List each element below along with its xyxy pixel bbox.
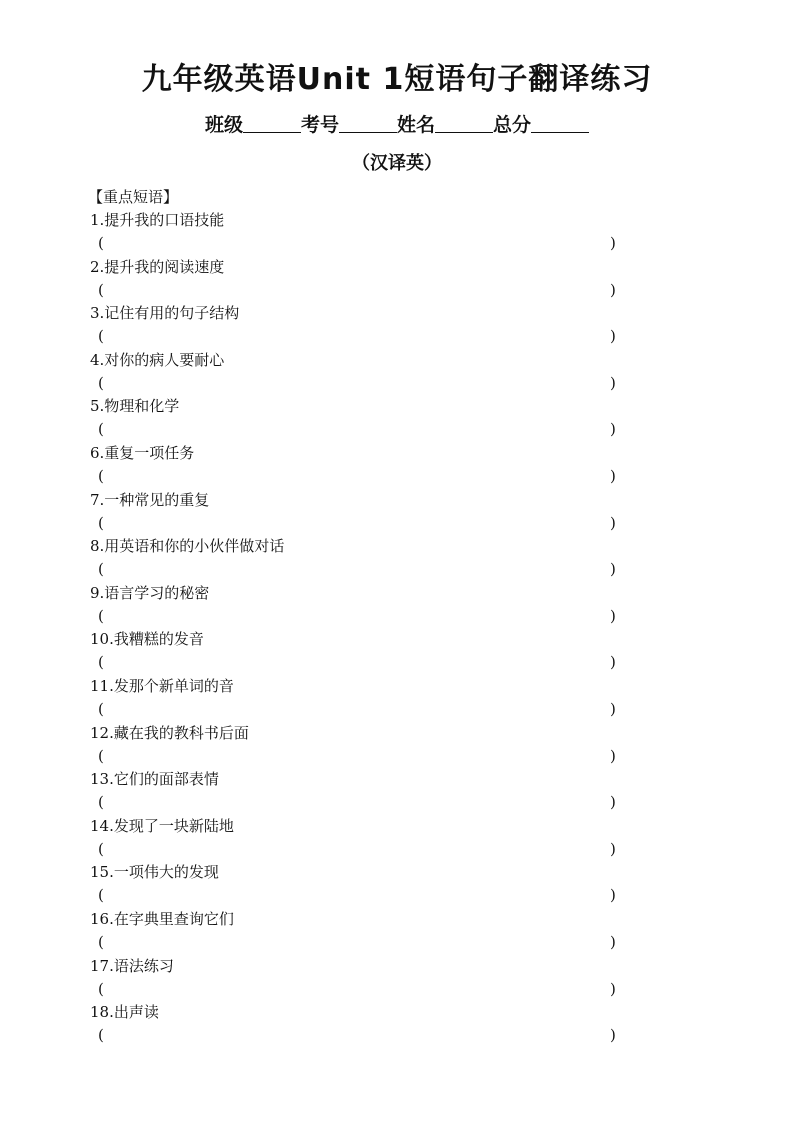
question-prompt: 5.物理和化学 [90,397,180,416]
answer-paren-open: ( [98,420,104,439]
worksheet-subtitle: （汉译英） [352,153,442,174]
answer-paren-close: ) [610,886,616,905]
question-item [90,490,630,537]
question-item [90,350,630,397]
question-item [90,629,630,676]
student-info-line [0,111,794,139]
answer-paren-close: ) [610,234,616,252]
answer-paren-open: ( [98,793,104,812]
class-label: 班级 [204,114,243,136]
question-prompt: 2.提升我的阅读速度 [90,257,225,276]
exam-number-blank [339,114,397,133]
question-prompt: 13.它们的面部表情 [90,770,219,789]
question-prompt: 8.用英语和你的小伙伴做对话 [90,537,285,556]
answer-paren-open: ( [98,1026,104,1045]
score-blank [531,114,589,133]
answer-paren-close: ) [610,932,616,951]
question-item [90,303,630,350]
answer-paren-close: ) [610,466,616,485]
score-label: 总分 [493,114,532,136]
question-item [90,583,630,630]
question-item [90,862,630,909]
answer-paren-open: ( [98,839,104,858]
question-prompt: 4.对你的病人要耐心 [90,350,225,369]
answer-paren-close: ) [610,420,616,439]
question-prompt: 1.提升我的口语技能 [90,211,225,229]
answer-paren-close: ) [610,746,616,765]
answer-paren-open: ( [98,932,104,951]
answer-paren-close: ) [610,839,616,858]
answer-paren-open: ( [98,653,104,672]
answer-paren-close: ) [610,560,616,579]
name-label: 姓名 [397,114,436,136]
answer-paren-open: ( [98,886,104,905]
answer-paren-open: ( [98,979,104,998]
answer-paren-open: ( [98,746,104,765]
question-item [90,536,630,583]
answer-paren-close: ) [610,1026,616,1045]
question-prompt: 6.重复一项任务 [90,443,195,462]
class-blank [243,114,301,133]
question-prompt: 16.在字典里查询它们 [90,909,234,928]
question-prompt: 11.发那个新单词的音 [90,676,234,695]
answer-paren-open: ( [98,699,104,718]
name-blank [435,114,493,133]
question-item [90,676,630,723]
question-prompt: 14.发现了一块新陆地 [90,816,234,835]
answer-paren-open: ( [98,560,104,579]
answer-paren-close: ) [610,699,616,718]
question-item [90,443,630,490]
question-prompt: 18.出声读 [90,1003,159,1022]
answer-paren-open: ( [98,234,104,252]
question-item [90,396,630,443]
answer-paren-close: ) [610,653,616,672]
question-item [90,723,630,770]
answer-paren-open: ( [98,466,104,485]
answer-paren-open: ( [98,513,104,532]
answer-paren-open: ( [98,373,104,392]
question-item [90,210,630,257]
answer-paren-close: ) [610,373,616,392]
answer-paren-close: ) [610,327,616,346]
question-item [90,769,630,816]
answer-paren-close: ) [610,513,616,532]
question-item [90,816,630,863]
answer-paren-open: ( [98,280,104,299]
answer-paren-open: ( [98,606,104,625]
answer-paren-close: ) [610,280,616,299]
question-prompt: 7.一种常见的重复 [90,490,210,509]
question-list [90,210,630,1049]
question-item [90,956,630,1003]
question-prompt: 3.记住有用的句子结构 [90,304,240,323]
question-item [90,909,630,956]
question-item [90,1002,630,1049]
question-prompt: 17.语法练习 [90,956,174,975]
question-prompt: 12.藏在我的教科书后面 [90,723,249,742]
worksheet-title: 九年级英语Unit 1短语句子翻译练习 [141,62,653,97]
answer-paren-close: ) [610,979,616,998]
exam-number-label: 考号 [300,114,339,136]
answer-paren-open: ( [98,327,104,346]
question-prompt: 15.一项伟大的发现 [90,863,219,882]
answer-paren-close: ) [610,606,616,625]
question-prompt: 9.语言学习的秘密 [90,583,210,602]
question-item [90,257,630,304]
answer-paren-close: ) [610,793,616,812]
question-prompt: 10.我糟糕的发音 [90,630,204,649]
section-heading: 【重点短语】 [88,188,179,206]
